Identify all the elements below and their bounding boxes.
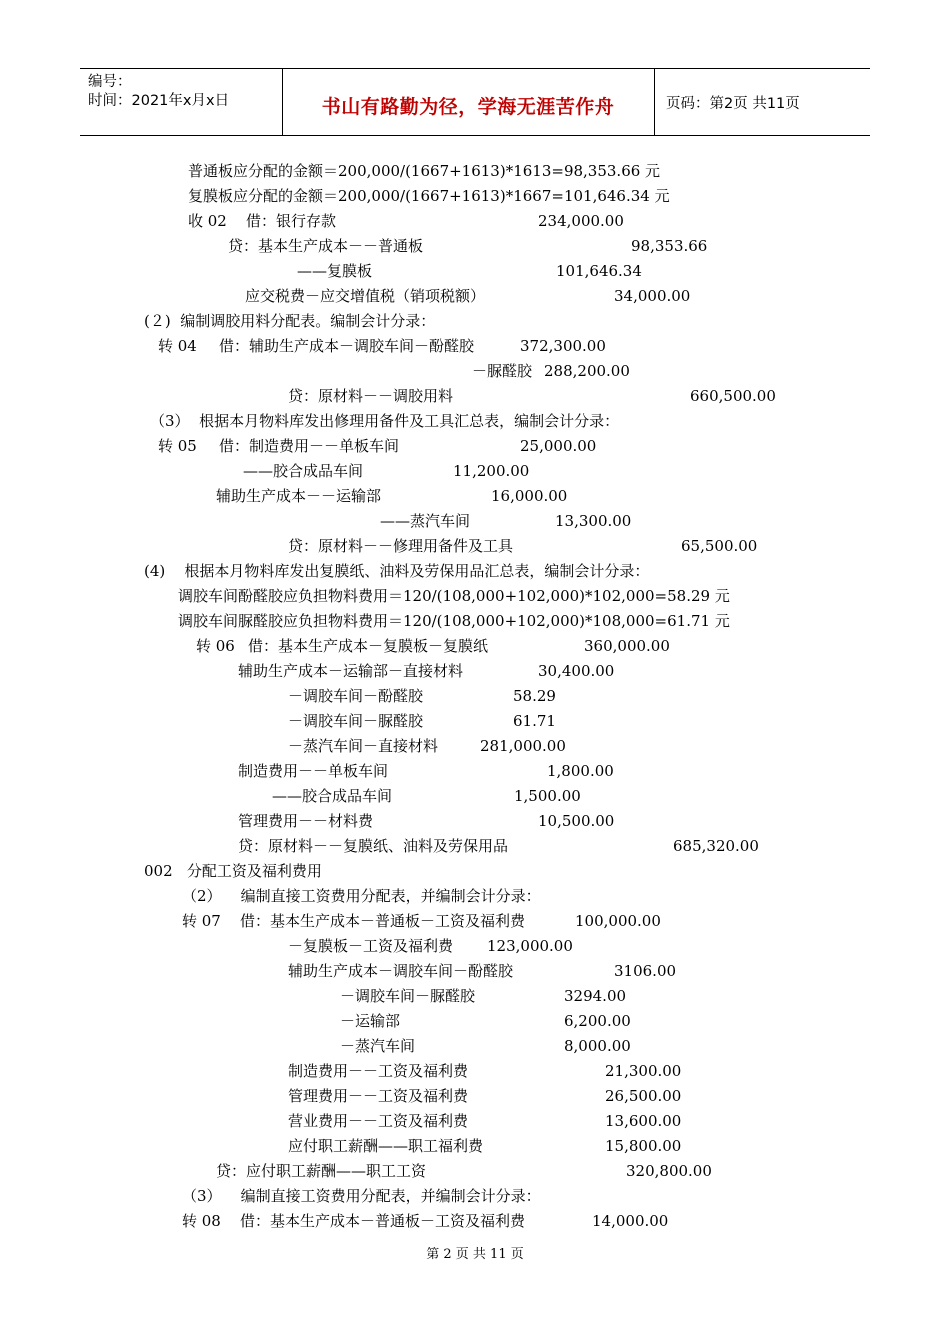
text-line: 8,000.00 bbox=[564, 1037, 631, 1055]
text-line: 贷：原材料－－调胶用料 bbox=[288, 387, 454, 405]
text-line: 贷：原材料－－修理用备件及工具 bbox=[288, 537, 514, 555]
text-line: 辅助生产成本－－运输部 bbox=[216, 487, 382, 505]
text-line: 13,600.00 bbox=[605, 1112, 682, 1130]
text-line: 26,500.00 bbox=[605, 1087, 682, 1105]
text-line: 65,500.00 bbox=[681, 537, 758, 555]
text-line: 借：基本生产成本－普通板－工资及福利费 bbox=[240, 1212, 526, 1230]
text-line: 转 04 bbox=[158, 337, 197, 355]
text-line: 281,000.00 bbox=[480, 737, 566, 755]
page-footer: 第 2 页 共 11 页 bbox=[426, 1247, 524, 1262]
text-line: －调胶车间－酚醛胶 bbox=[288, 687, 424, 705]
text-line: 15,800.00 bbox=[605, 1137, 682, 1155]
text-line: 002 分配工资及福利费用 bbox=[144, 862, 322, 880]
text-line: 123,000.00 bbox=[487, 937, 573, 955]
text-line: 调胶车间脲醛胶应负担物料费用＝120/(108,000+102,000)*108,000=61.71 元 bbox=[178, 612, 730, 630]
text-line: 58.29 bbox=[513, 687, 556, 705]
text-line: ——蒸汽车间 bbox=[380, 512, 471, 530]
text-line: 借：制造费用－－单板车间 bbox=[219, 437, 400, 455]
text-line: 360,000.00 bbox=[584, 637, 670, 655]
time-label: 时间：2021年x月x日 bbox=[88, 93, 230, 109]
text-line: 制造费用－－单板车间 bbox=[238, 762, 389, 780]
text-line: 685,320.00 bbox=[673, 837, 759, 855]
text-line: ——复膜板 bbox=[297, 262, 373, 280]
text-line: 98,353.66 bbox=[631, 237, 708, 255]
text-line: 3106.00 bbox=[614, 962, 677, 980]
text-line: 应交税费－应交增值税（销项税额） bbox=[245, 287, 486, 305]
text-line: －脲醛胶 bbox=[472, 362, 533, 380]
text-line: 管理费用－－工资及福利费 bbox=[288, 1087, 469, 1105]
text-line: 辅助生产成本－运输部－直接材料 bbox=[238, 662, 464, 680]
text-line: －复膜板－工资及福利费 bbox=[288, 937, 454, 955]
text-line: 制造费用－－工资及福利费 bbox=[288, 1062, 469, 1080]
text-line: 234,000.00 bbox=[538, 212, 624, 230]
text-line: 100,000.00 bbox=[575, 912, 661, 930]
text-line: 372,300.00 bbox=[520, 337, 606, 355]
text-line: 660,500.00 bbox=[690, 387, 776, 405]
code-label: 编号： bbox=[88, 74, 132, 90]
text-line: 25,000.00 bbox=[520, 437, 597, 455]
page-label: 页码：第2页 共11页 bbox=[666, 96, 800, 112]
text-line: －运输部 bbox=[340, 1012, 401, 1030]
text-line: 营业费用－－工资及福利费 bbox=[288, 1112, 469, 1130]
text-line: 320,800.00 bbox=[626, 1162, 712, 1180]
text-line: （3） 根据本月物料库发出修理用备件及工具汇总表，编制会计分录： bbox=[150, 412, 620, 430]
text-line: 管理费用－－材料费 bbox=[238, 812, 374, 830]
header-divider bbox=[654, 69, 655, 135]
text-line: 10,500.00 bbox=[538, 812, 615, 830]
text-line: 借：基本生产成本－复膜板－复膜纸 bbox=[248, 637, 489, 655]
text-line: 6,200.00 bbox=[564, 1012, 631, 1030]
text-line: －蒸汽车间－直接材料 bbox=[288, 737, 439, 755]
text-line: 借：基本生产成本－普通板－工资及福利费 bbox=[240, 912, 526, 930]
text-line: 转 07 bbox=[182, 912, 221, 930]
text-line: 辅助生产成本－调胶车间－酚醛胶 bbox=[288, 962, 514, 980]
text-line: 14,000.00 bbox=[592, 1212, 669, 1230]
text-line: 13,300.00 bbox=[555, 512, 632, 530]
text-line: 11,200.00 bbox=[453, 462, 530, 480]
text-line: 收 02 bbox=[188, 212, 227, 230]
text-line: 34,000.00 bbox=[614, 287, 691, 305]
text-line: －调胶车间－脲醛胶 bbox=[288, 712, 424, 730]
text-line: 转 05 bbox=[158, 437, 197, 455]
text-line: ——胶合成品车间 bbox=[243, 462, 364, 480]
text-line: （3） 编制直接工资费用分配表，并编制会计分录： bbox=[182, 1187, 541, 1205]
text-line: 借：银行存款 bbox=[246, 212, 337, 230]
text-line: 贷：基本生产成本－－普通板 bbox=[228, 237, 424, 255]
header-motto: 书山有路勤为径，学海无涯苦作舟 bbox=[321, 96, 615, 118]
text-line: 转 08 bbox=[182, 1212, 221, 1230]
text-line: 288,200.00 bbox=[544, 362, 630, 380]
text-line: 101,646.34 bbox=[556, 262, 642, 280]
text-line: ——胶合成品车间 bbox=[272, 787, 393, 805]
text-line: 贷：原材料－－复膜纸、油料及劳保用品 bbox=[238, 837, 509, 855]
text-line: 1,500.00 bbox=[514, 787, 581, 805]
text-line: （2） 编制直接工资费用分配表，并编制会计分录： bbox=[182, 887, 541, 905]
text-line: 借：辅助生产成本－调胶车间－酚醛胶 bbox=[219, 337, 475, 355]
text-line: (２) 编制调胶用料分配表。编制会计分录： bbox=[144, 312, 436, 330]
text-line: 转 06 bbox=[196, 637, 235, 655]
text-line: 3294.00 bbox=[564, 987, 627, 1005]
text-line: 21,300.00 bbox=[605, 1062, 682, 1080]
text-line: 16,000.00 bbox=[491, 487, 568, 505]
text-line: －调胶车间－脲醛胶 bbox=[340, 987, 476, 1005]
text-line: (4) 根据本月物料库发出复膜纸、油料及劳保用品汇总表，编制会计分录： bbox=[144, 562, 650, 580]
text-line: 普通板应分配的金额＝200,000/(1667+1613)*1613=98,353.66 元 bbox=[188, 162, 661, 180]
text-line: 复膜板应分配的金额＝200,000/(1667+1613)*1667=101,646.34 元 bbox=[188, 187, 670, 205]
text-line: 1,800.00 bbox=[547, 762, 614, 780]
text-line: 应付职工薪酬——职工福利费 bbox=[288, 1137, 484, 1155]
text-line: －蒸汽车间 bbox=[340, 1037, 416, 1055]
text-line: 调胶车间酚醛胶应负担物料费用＝120/(108,000+102,000)*102,000=58.29 元 bbox=[178, 587, 730, 605]
text-line: 贷：应付职工薪酬——职工工资 bbox=[216, 1162, 427, 1180]
text-line: 61.71 bbox=[513, 712, 556, 730]
text-line: 30,400.00 bbox=[538, 662, 615, 680]
